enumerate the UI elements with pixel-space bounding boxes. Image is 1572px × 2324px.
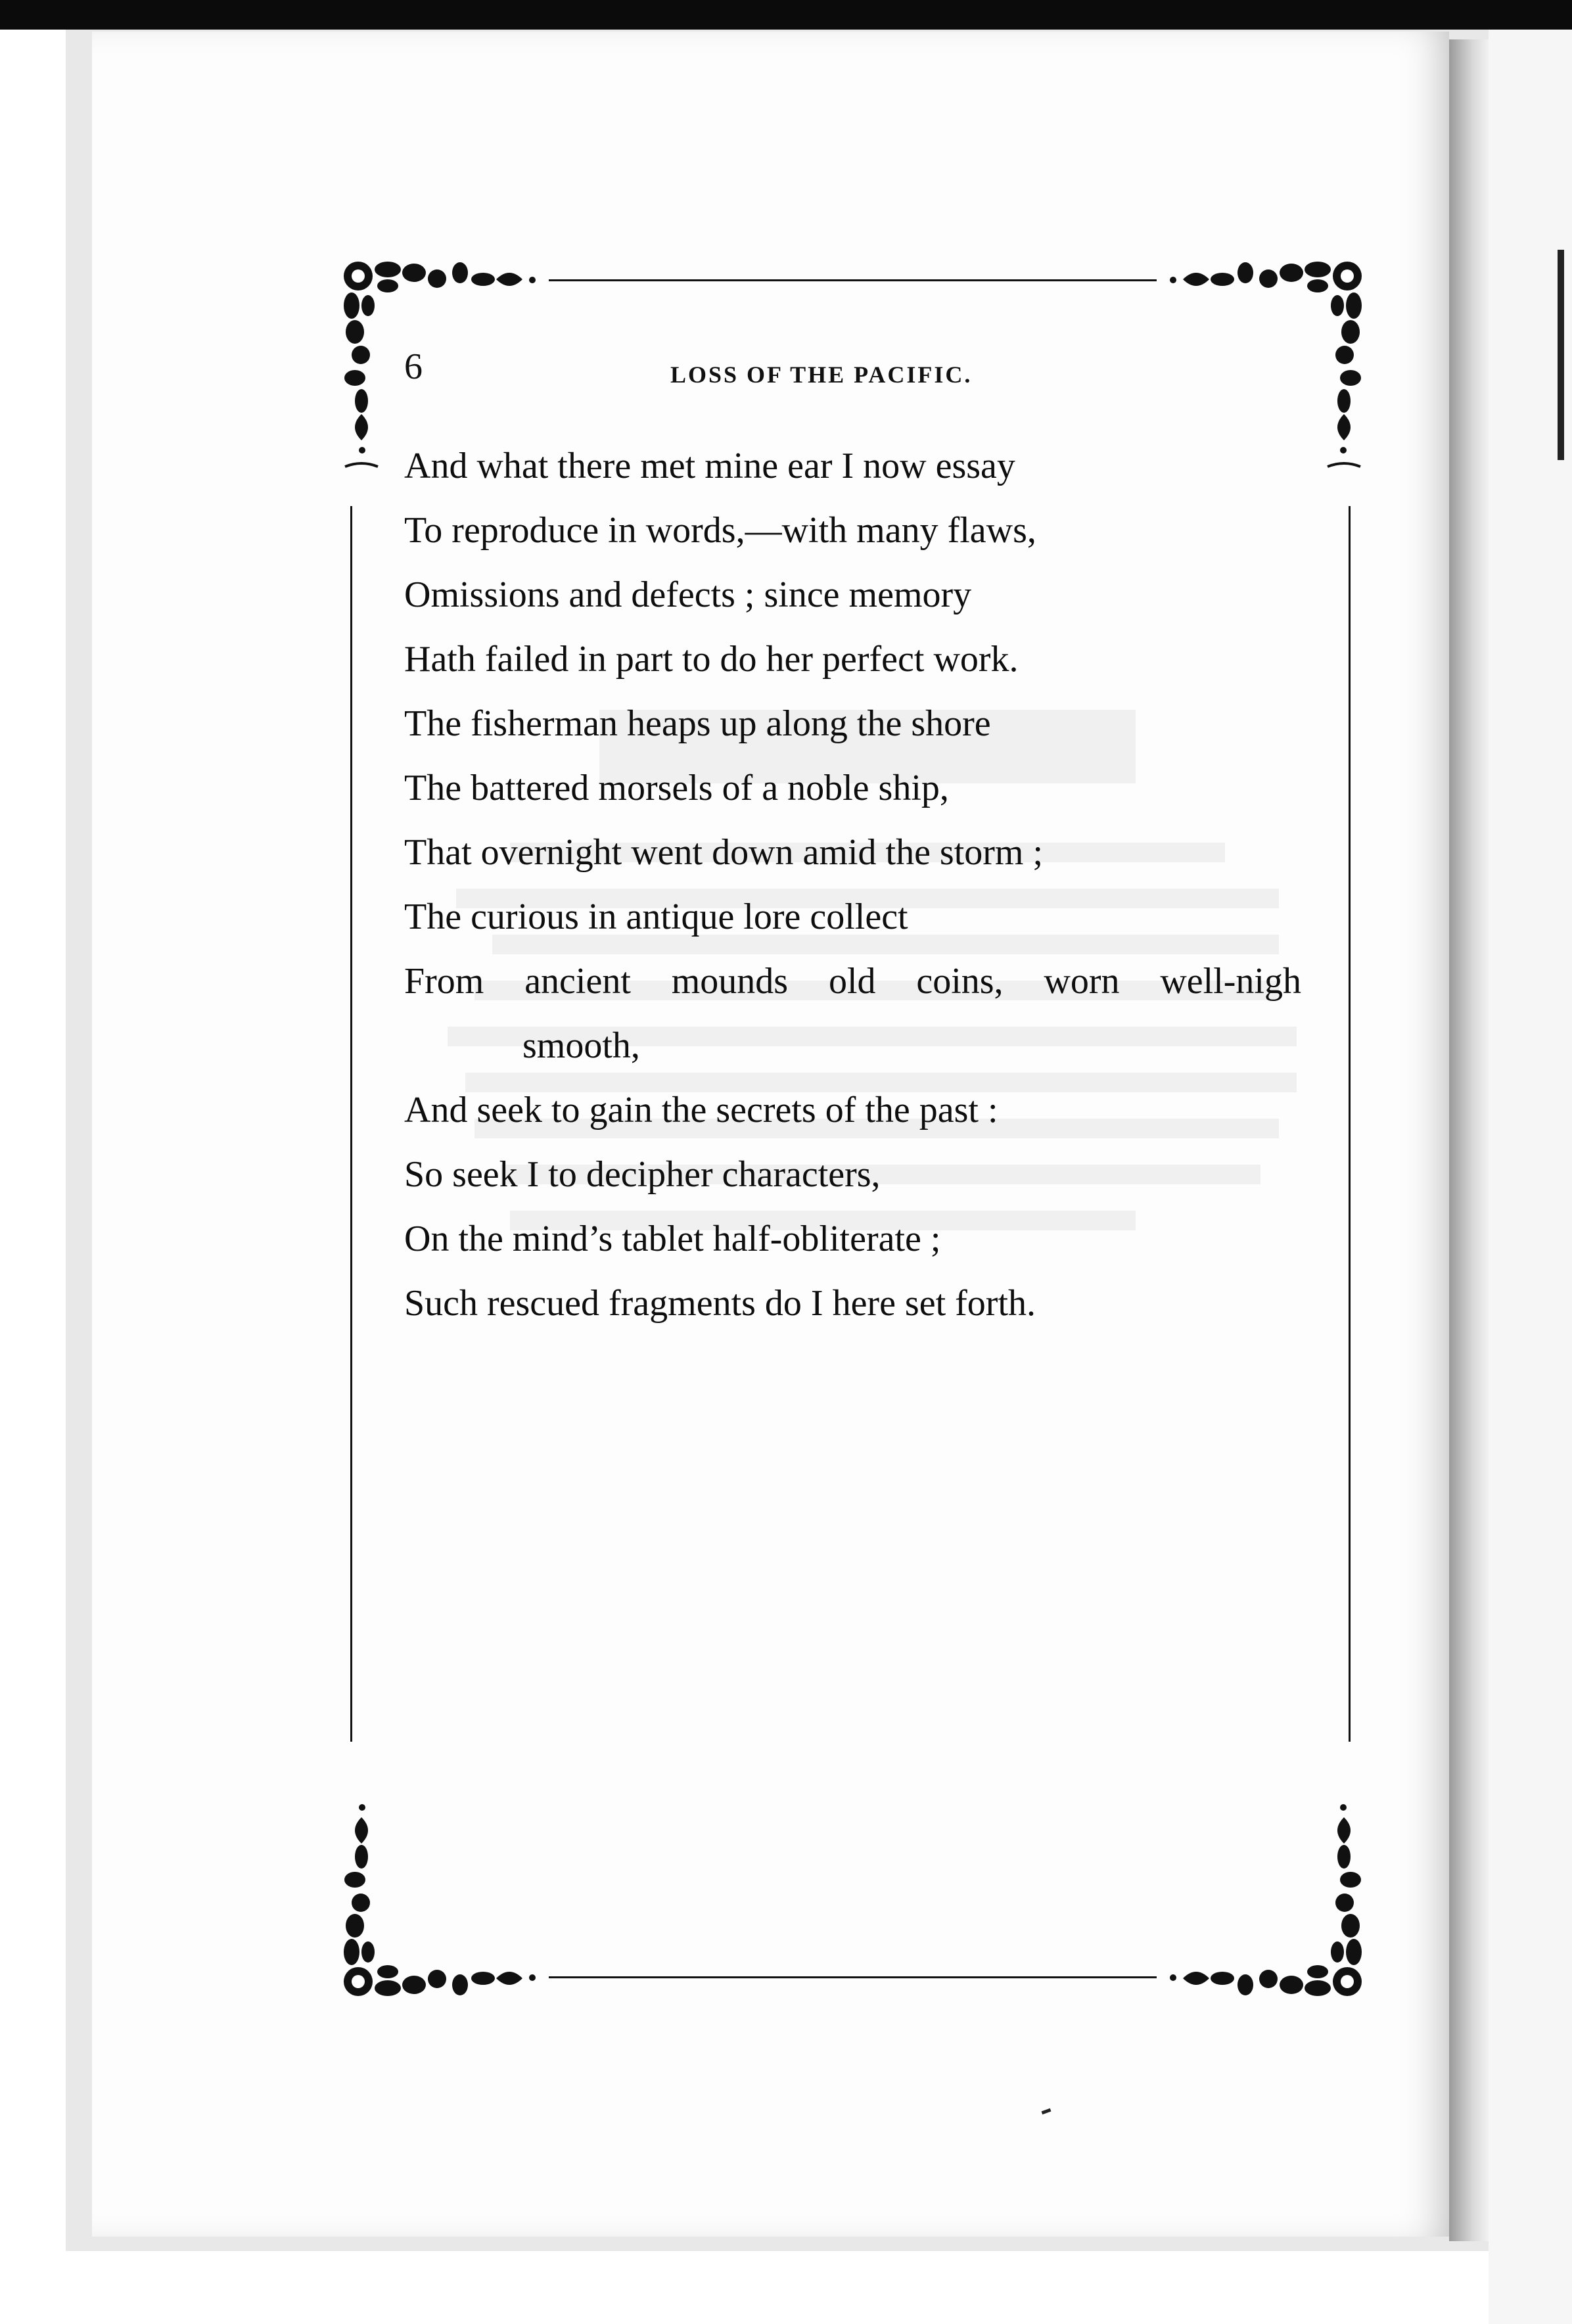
poem-turnover-line: smooth, xyxy=(522,1025,640,1066)
poem-line: The battered morsels of a noble ship, xyxy=(404,768,949,808)
frame-rule-bottom xyxy=(549,1976,1157,1978)
poem-line-justified xyxy=(404,949,1301,1013)
poem-body xyxy=(404,434,1301,1336)
poem-line: The fisherman heaps up along the shore xyxy=(404,703,991,744)
gutter-shadow xyxy=(1449,39,1489,2241)
ornament-corner-icon xyxy=(1150,1784,1374,2008)
poem-line: That overnight went down amid the storm ; xyxy=(404,832,1044,873)
poem-line: On the mind’s tablet half-obliterate ; xyxy=(404,1219,941,1259)
poem-line: And what there met mine ear I now essay xyxy=(404,446,1015,486)
poem-line: Omissions and defects ; since memory xyxy=(404,574,972,615)
poem-line: Such rescued fragments do I here set forth. xyxy=(404,1283,1036,1324)
frame-rule-right xyxy=(1349,506,1351,1742)
poem-line: The curious in antique lore collect xyxy=(404,896,908,937)
frame-rule-left xyxy=(350,506,352,1742)
poem-word: worn xyxy=(1044,961,1120,1002)
running-title: LOSS OF THE PACIFIC. xyxy=(670,361,973,388)
poem-line: So seek I to decipher characters, xyxy=(404,1154,881,1195)
ornament-corner-icon xyxy=(332,1784,555,2008)
poem-line: And seek to gain the secrets of the past : xyxy=(404,1090,998,1130)
poem-line: Hath failed in part to do her perfect work. xyxy=(404,639,1019,680)
frame-rule-top xyxy=(549,279,1157,281)
poem-word: coins, xyxy=(916,961,1004,1002)
poem-word: From xyxy=(404,961,484,1002)
facing-page-ornament-edge xyxy=(1558,250,1564,460)
poem-word: old xyxy=(828,961,876,1002)
poem-word: ancient xyxy=(524,961,631,1002)
poem-word: mounds xyxy=(671,961,789,1002)
page-number: 6 xyxy=(404,346,423,387)
poem-line: To reproduce in words,—with many flaws, xyxy=(404,510,1036,551)
poem-word: well-nigh xyxy=(1160,961,1301,1002)
scan-top-border xyxy=(0,0,1572,30)
